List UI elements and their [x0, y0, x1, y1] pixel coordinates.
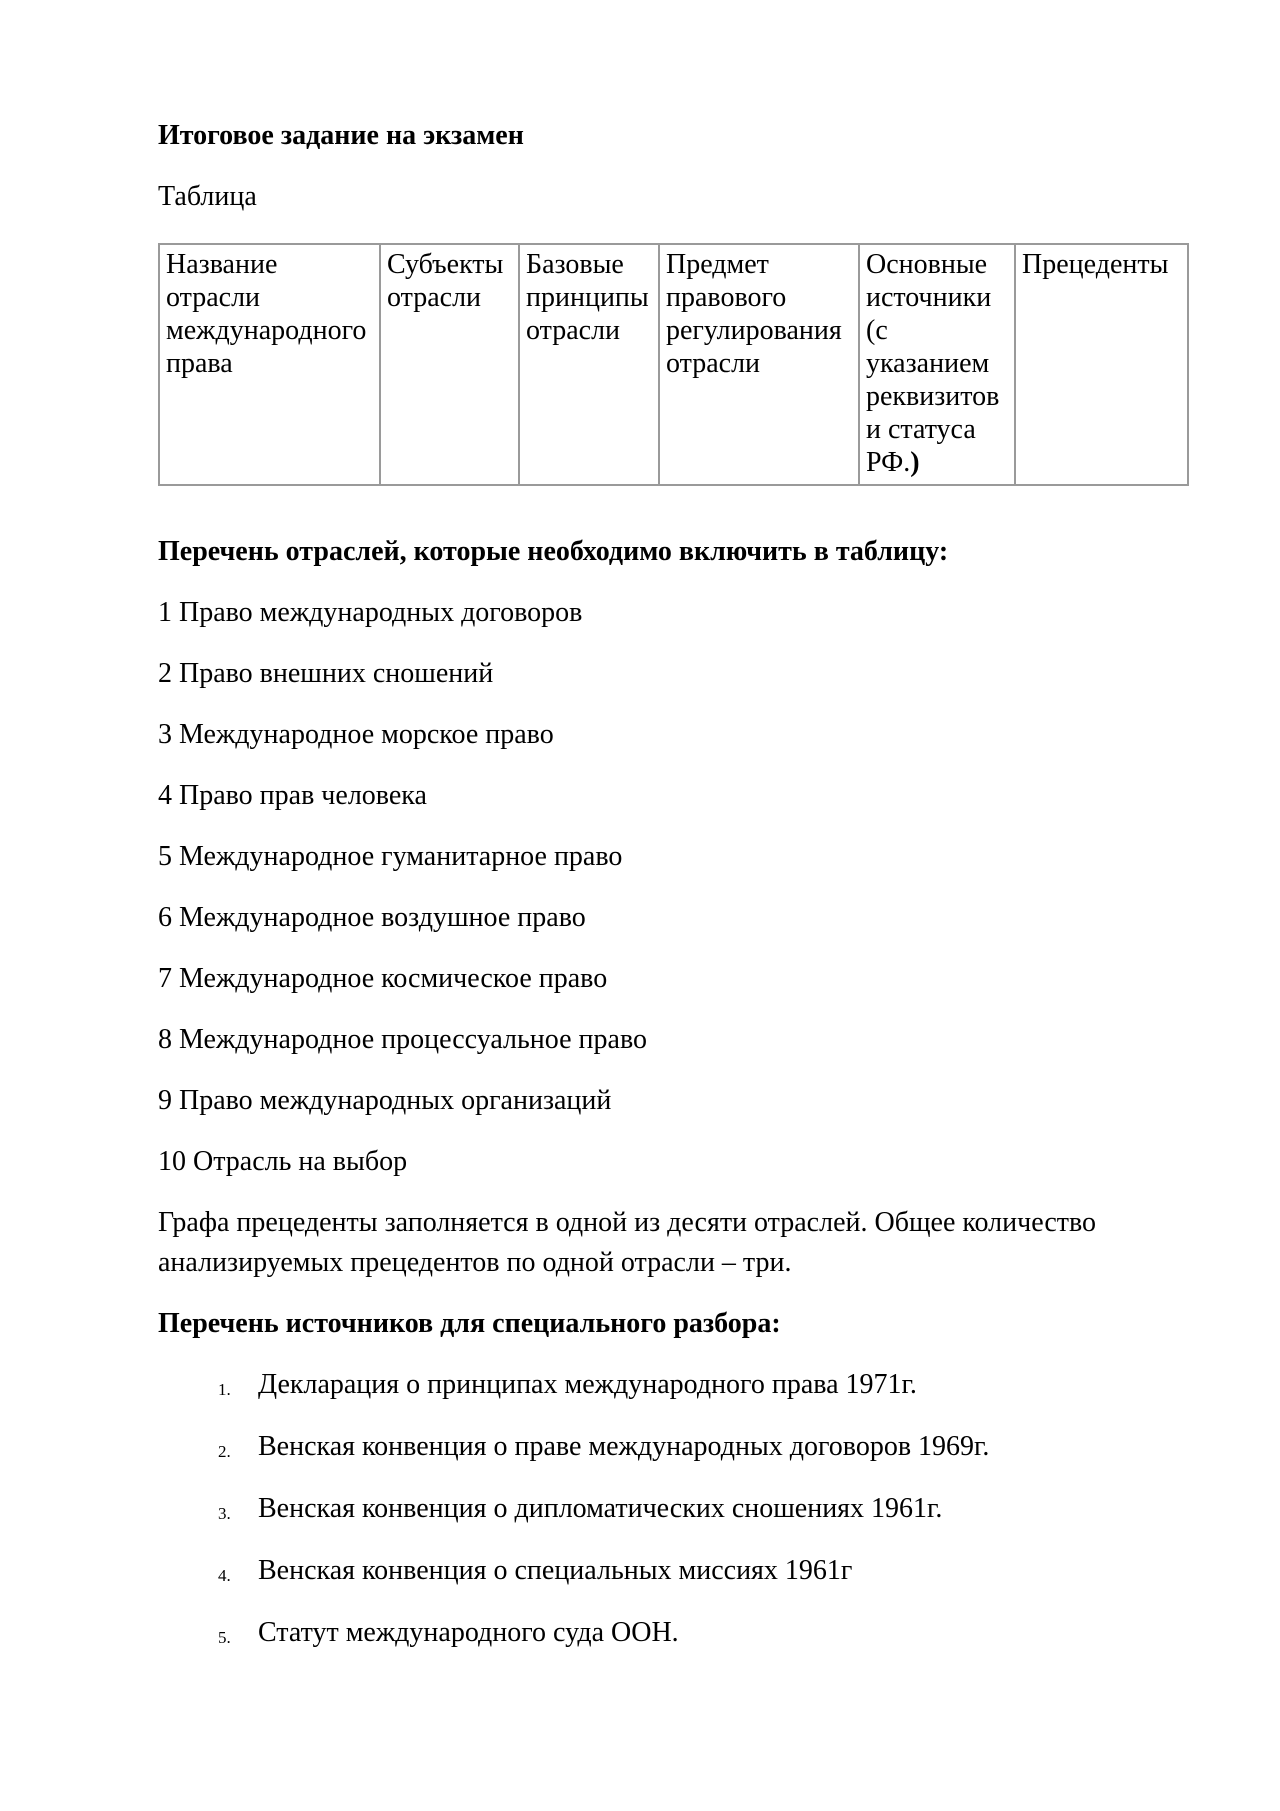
branch-item-2: 2 Право внешних сношений: [158, 658, 494, 689]
branches-table: [158, 243, 1189, 486]
source-item-text: Венская конвенция о специальных миссиях 1961г: [258, 1555, 853, 1586]
table-header-cell-branch-name: [159, 244, 380, 485]
source-item-2: [158, 1427, 1148, 1467]
table-header-text: Предмет правового регулирования отрасли: [666, 249, 842, 379]
branch-item-5: 5 Международное гуманитарное право: [158, 841, 623, 872]
document-title: Итоговое задание на экзамен: [158, 120, 524, 151]
source-item-number: 2.: [218, 1442, 231, 1461]
table-header-cell-sources: [859, 244, 1015, 485]
sources-list: [158, 1365, 1280, 1653]
table-header-row: [159, 244, 1188, 485]
table-header-text-bold-paren: ): [910, 447, 920, 478]
source-item-5: [158, 1613, 1148, 1653]
table-header-cell-precedents: [1015, 244, 1188, 485]
sources-list-heading: Перечень источников для специального разбора:: [158, 1308, 781, 1339]
source-item-text: Венская конвенция о дипломатических сношениях 1961г.: [258, 1493, 943, 1524]
source-item-text: Статут международного суда ООН.: [258, 1617, 679, 1648]
table-caption: Таблица: [158, 181, 257, 212]
precedents-note: Графа прецеденты заполняется в одной из десяти отраслей. Общее количество анализируемых прецедентов по одной отрасли – три.: [158, 1207, 1097, 1278]
table-header-cell-principles: [519, 244, 659, 485]
source-item-number: 4.: [218, 1566, 231, 1585]
branch-item-9: 9 Право международных организаций: [158, 1085, 612, 1116]
branches-list-heading: Перечень отраслей, которые необходимо включить в таблицу:: [158, 536, 949, 567]
source-item-text: Декларация о принципах международного права 1971г.: [258, 1369, 917, 1400]
source-item-number: 5.: [218, 1628, 231, 1647]
table-header-text: Основные источники (с указанием реквизитов и статуса РФ.: [866, 249, 1000, 478]
branch-item-8: 8 Международное процессуальное право: [158, 1024, 647, 1055]
table-header-cell-regulation-subject: [659, 244, 859, 485]
source-item-4: [158, 1551, 1148, 1591]
source-item-number: 1.: [218, 1380, 231, 1399]
source-item-number: 3.: [218, 1504, 231, 1523]
table-header-text: Субъекты отрасли: [387, 249, 504, 313]
table-header-text: Название отрасли международного права: [166, 249, 367, 379]
table-header-text: Базовые принципы отрасли: [526, 249, 649, 346]
source-item-1: [158, 1365, 1148, 1405]
table-header-cell-subjects: [380, 244, 519, 485]
branch-item-10: 10 Отрасль на выбор: [158, 1146, 408, 1177]
branch-item-6: 6 Международное воздушное право: [158, 902, 586, 933]
branch-item-7: 7 Международное космическое право: [158, 963, 608, 994]
source-item-3: [158, 1489, 1148, 1529]
branch-item-4: 4 Право прав человека: [158, 780, 427, 811]
branch-item-1: 1 Право международных договоров: [158, 597, 583, 628]
branches-list: [158, 593, 1280, 1182]
branch-item-3: 3 Международное морское право: [158, 719, 554, 750]
source-item-text: Венская конвенция о праве международных договоров 1969г.: [258, 1431, 990, 1462]
table-header-text: Прецеденты: [1022, 249, 1169, 280]
